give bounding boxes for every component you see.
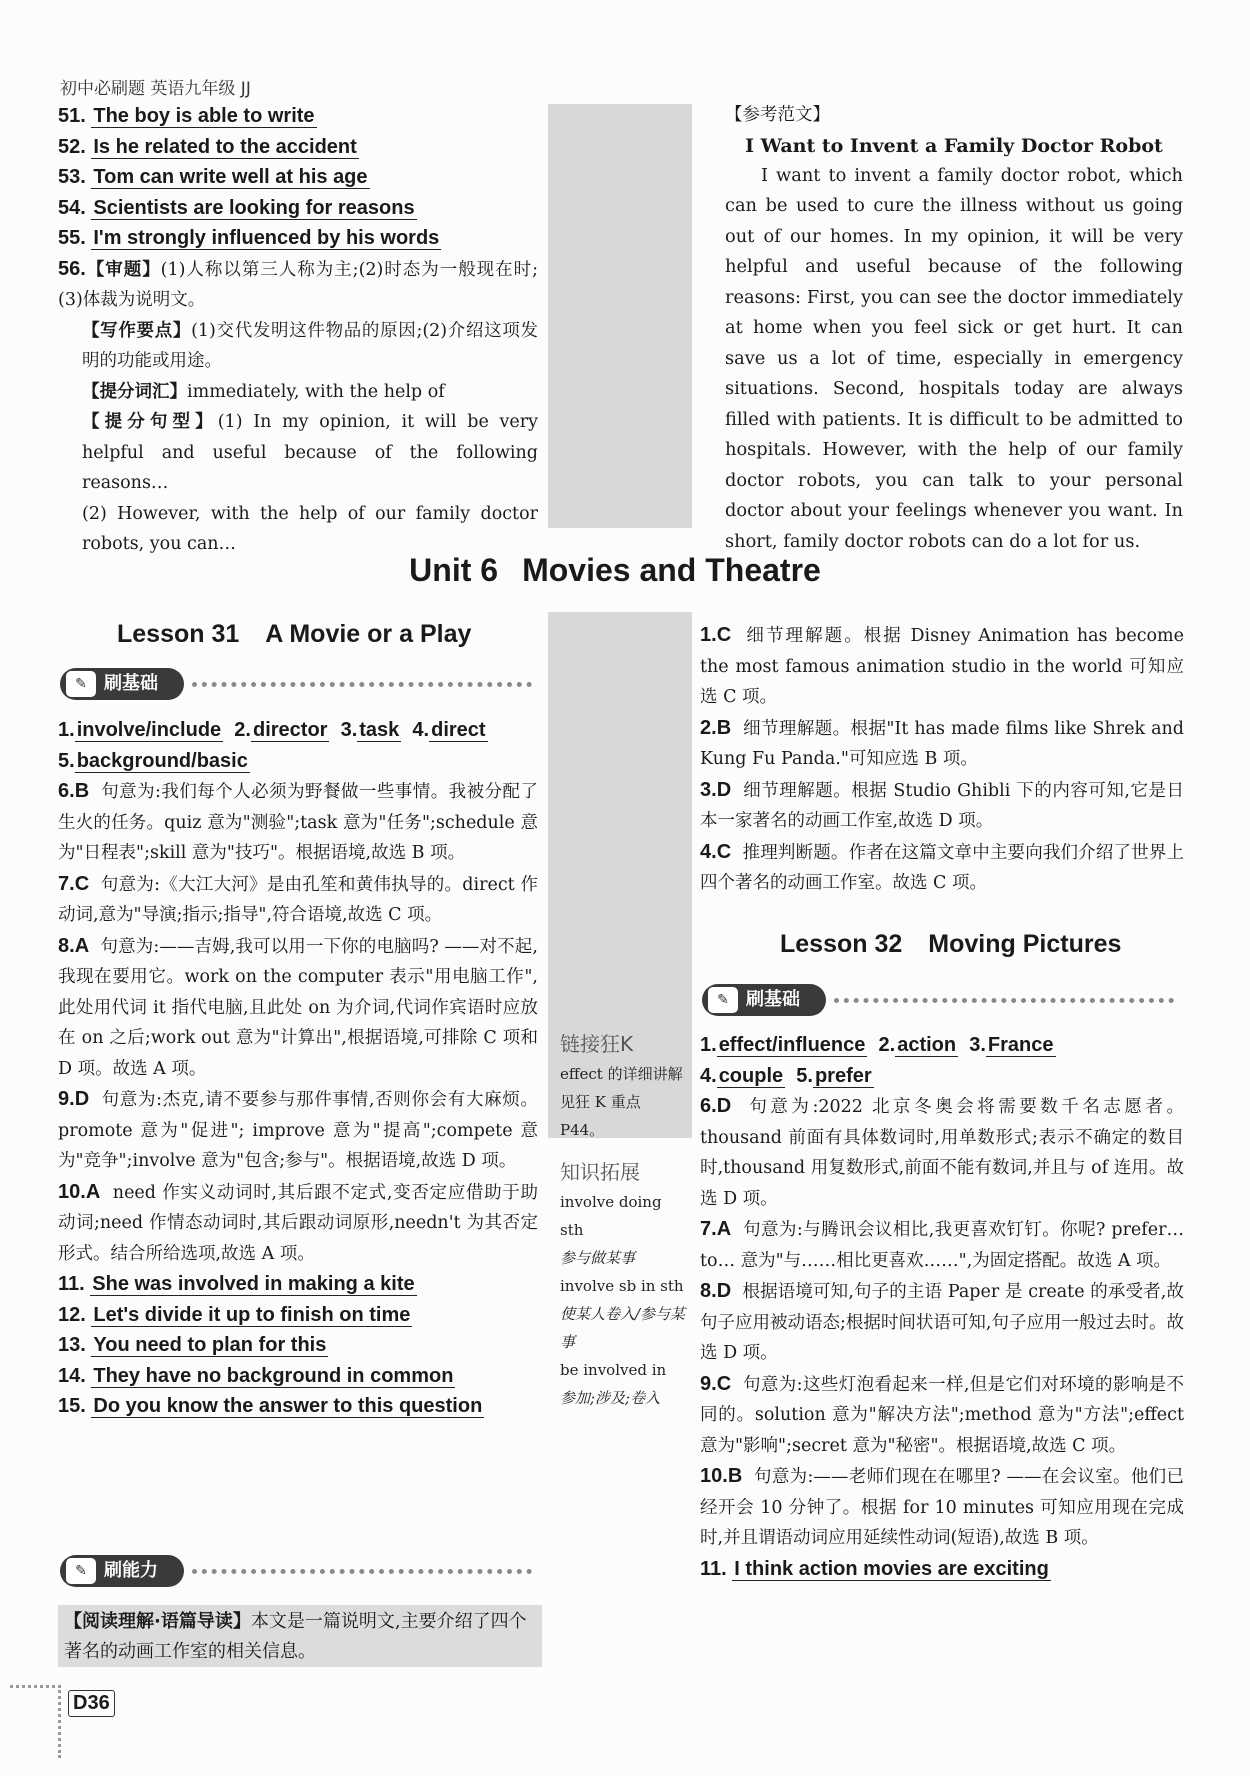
reading-answer-3: 3.D 细节理解题。根据 Studio Ghibli 下的内容可知,它是日本一家著名的动画工作室,故选 D 项。 (700, 778, 1184, 831)
answer-56-key-points: 【写作要点】(1)交代发明这件物品的原因;(2)介绍这项发明的功能或用途。 (82, 320, 539, 371)
reading-answer-4: 4.C 推理判断题。作者在这篇文章中主要向我们介绍了世界上四个著名的动画工作室。故选 C 项。 (700, 840, 1184, 893)
sentence-14: 14. They have no background in common (58, 1364, 454, 1387)
page-corner-dots (10, 1685, 61, 1758)
answer-56-sentence-pattern-2: (2) However, with the help of our family doctor robots, you can… (82, 503, 538, 554)
lesson-32-answers (700, 1030, 1184, 1584)
sidebar-link-text: effect 的详细讲解见狂 K 重点 P44。 (560, 1065, 683, 1139)
basic-practice-badge: ✎ 刷基础 (60, 668, 540, 700)
sidebar-phrase-2: involve sb in sth (560, 1277, 684, 1295)
explanation-9: 9.D 句意为:杰克,请不要参与那件事情,否则你会有大麻烦。promote 意为"促进"; improve 意为"提高";compete 意为"竞争";involve 意为"包含;参与"。根据语境,故选 D 项。 (58, 1088, 538, 1171)
divider-band-top (548, 104, 692, 528)
sidebar-notes (560, 1028, 688, 1412)
l32-explanation-9: 9.C 句意为:这些灯泡看起来一样,但是它们对环境的影响是不同的。solution 意为"解决方法";method 意为"方法";effect 意为"影响";secret 意为"秘密"。根据语境,故选 C 项。 (700, 1372, 1184, 1456)
unit-heading (0, 552, 1240, 589)
lesson-31-heading: Lesson 31 A Movie or a Play (117, 620, 472, 648)
l32-sentence-11: 11. I think action movies are exciting (700, 1557, 1049, 1580)
answer-53: 53. Tom can write well at his age (58, 166, 368, 188)
sentence-11: 11. She was involved in making a kite (58, 1273, 415, 1295)
reading-answer-2: 2.B 细节理解题。根据"It has made films like Shrek and Kung Fu Panda."可知应选 B 项。 (700, 716, 1184, 769)
pencil-icon: ✎ (708, 987, 738, 1013)
reading-answer-1: 1.C 细节理解题。根据 Disney Animation has become the most famous animation studio in the world 可知应选 C 项。 (700, 624, 1184, 707)
lesson-31-answers (58, 715, 542, 1422)
unit-title: Movies and Theatre (522, 552, 821, 588)
sidebar-heading-extend: 知识拓展 (560, 1160, 640, 1184)
explanation-10: 10.A need 作实义动词时,其后跟不定式,变否定应借助于助动词;need 作情态动词时,其后跟动词原形,needn't 为其否定形式。结合所给选项,故选 A 项。 (58, 1180, 538, 1264)
l32-vocab-row-2: 4. couple 5. prefer (700, 1064, 872, 1087)
explanation-6: 6.B 句意为:我们每个人必须为野餐做一些事情。我被分配了生火的任务。quiz 意为"测验";task 意为"任务";schedule 意为"日程表";skill 意为"技巧"。根据语境,故选 B 项。 (58, 780, 538, 863)
essay-title: I Want to Invent a Family Doctor Robot (745, 134, 1163, 157)
explanation-7: 7.C 句意为:《大江大河》是由孔笙和黄伟执导的。direct 作动词,意为"导演;指示;指导",符合语境,故选 C 项。 (58, 872, 538, 925)
sentence-12: 12. Let's divide it up to finish on time (58, 1303, 411, 1326)
page-number: D36 (68, 1690, 115, 1717)
reading-guide: 【阅读理解·语篇导读】本文是一篇说明文,主要介绍了四个著名的动画工作室的相关信息。 (58, 1605, 542, 1667)
essay-body: I want to invent a family doctor robot, which can be used to cure the illness without us going out of our homes. In my opinion, it will be very helpful and useful because of the following reasons: First, you can see the doctor immediately at home when you feel sick or get hurt. It can save us a lot of time, especially in emergency situations. Second, hospitals today are always filled with patients. It is difficult to be admitted to hospitals. However, with the help of our family doctor robots, you can talk to your personal doctor about your feelings whenever you want. In short, family doctor robots can do a lot for us. (725, 164, 1183, 552)
top-left-column (58, 101, 538, 560)
basic-practice-badge-32: ✎ 刷基础 (702, 984, 1182, 1016)
reading-answers (700, 620, 1184, 899)
sidebar-meaning-1: 参与做某事 (560, 1249, 636, 1267)
pencil-icon: ✎ (66, 1558, 96, 1584)
model-essay (725, 100, 1183, 557)
sidebar-meaning-2: 使某人卷入/参与某事 (560, 1305, 686, 1351)
l32-explanation-10: 10.B 句意为:——老师们现在在哪里? ——在会议室。他们已经开会 10 分钟了。根据 for 10 minutes 可知应用现在完成时,并且谓语动词应用延续性动词(短语),故选 B 项。 (700, 1465, 1184, 1548)
sentence-15: 15. Do you know the answer to this question (58, 1395, 483, 1417)
l32-explanation-7: 7.A 句意为:与腾讯会议相比,我更喜欢钉钉。你呢? prefer… to… 意为"与……相比更喜欢……",为固定搭配。故选 A 项。 (700, 1218, 1184, 1271)
answer-56-sentence-patterns: 【提分句型】(1) In my opinion, it will be very helpful and useful because of the following reasons… (82, 412, 539, 493)
ability-practice-badge: ✎ 刷能力 (60, 1555, 540, 1587)
sidebar-phrase-3: be involved in (560, 1361, 667, 1379)
answer-55: 55. I'm strongly influenced by his words (58, 227, 440, 249)
vocab-row-2: 5. background/basic (58, 749, 248, 772)
explanation-8: 8.A 句意为:——吉姆,我可以用一下你的电脑吗? ——对不起,我现在要用它。work on the computer 表示"用电脑工作",此处用代词 it 指代电脑,且此处 on 为介词,代词作宾语时应放在 on 之后;work out 意为"计算出",根据语境,可排除 C 项和 D 项。故选 A 项。 (58, 934, 538, 1079)
answer-51: 51. The boy is able to write (58, 105, 315, 127)
sentence-13: 13. You need to plan for this (58, 1334, 327, 1356)
l32-vocab-row-1: 1. effect/influence 2. action 3. France (700, 1034, 1054, 1056)
lesson-32-heading: Lesson 32 Moving Pictures (780, 930, 1122, 958)
answer-52: 52. Is he related to the accident (58, 135, 357, 158)
sidebar-phrase-1: involve doing sth (560, 1193, 662, 1239)
vocab-row-1: 1. involve/include 2. director 3. task 4. direct (58, 719, 486, 741)
l32-explanation-6: 6.D 句意为:2022 北京冬奥会将需要数千名志愿者。thousand 前面有具体数词时,用单数形式;表示不确定的数目时,thousand 用复数形式,前面不能有数词,并且与 of 连用。故选 D 项。 (700, 1095, 1184, 1209)
essay-tag: 【参考范文】 (725, 105, 830, 125)
sidebar-heading-link: 链接狂K (560, 1032, 634, 1056)
sidebar-meaning-3: 参加;涉及;卷入 (560, 1389, 661, 1407)
answer-54: 54. Scientists are looking for reasons (58, 196, 415, 219)
running-header: 初中必刷题 英语九年级 JJ (60, 79, 251, 99)
l32-explanation-8: 8.D 根据语境可知,句子的主语 Paper 是 create 的承受者,故句子应用被动语态;根据时间状语可知,句子应用一般过去时。故选 D 项。 (700, 1280, 1184, 1363)
answer-56-vocabulary: 【提分词汇】immediately, with the help of (82, 381, 445, 402)
answer-56-review: 56.【审题】(1)人称以第三人称为主;(2)时态为一般现在时;(3)体裁为说明文。 (58, 257, 538, 310)
unit-number: Unit 6 (409, 552, 499, 588)
pencil-icon: ✎ (66, 671, 96, 697)
